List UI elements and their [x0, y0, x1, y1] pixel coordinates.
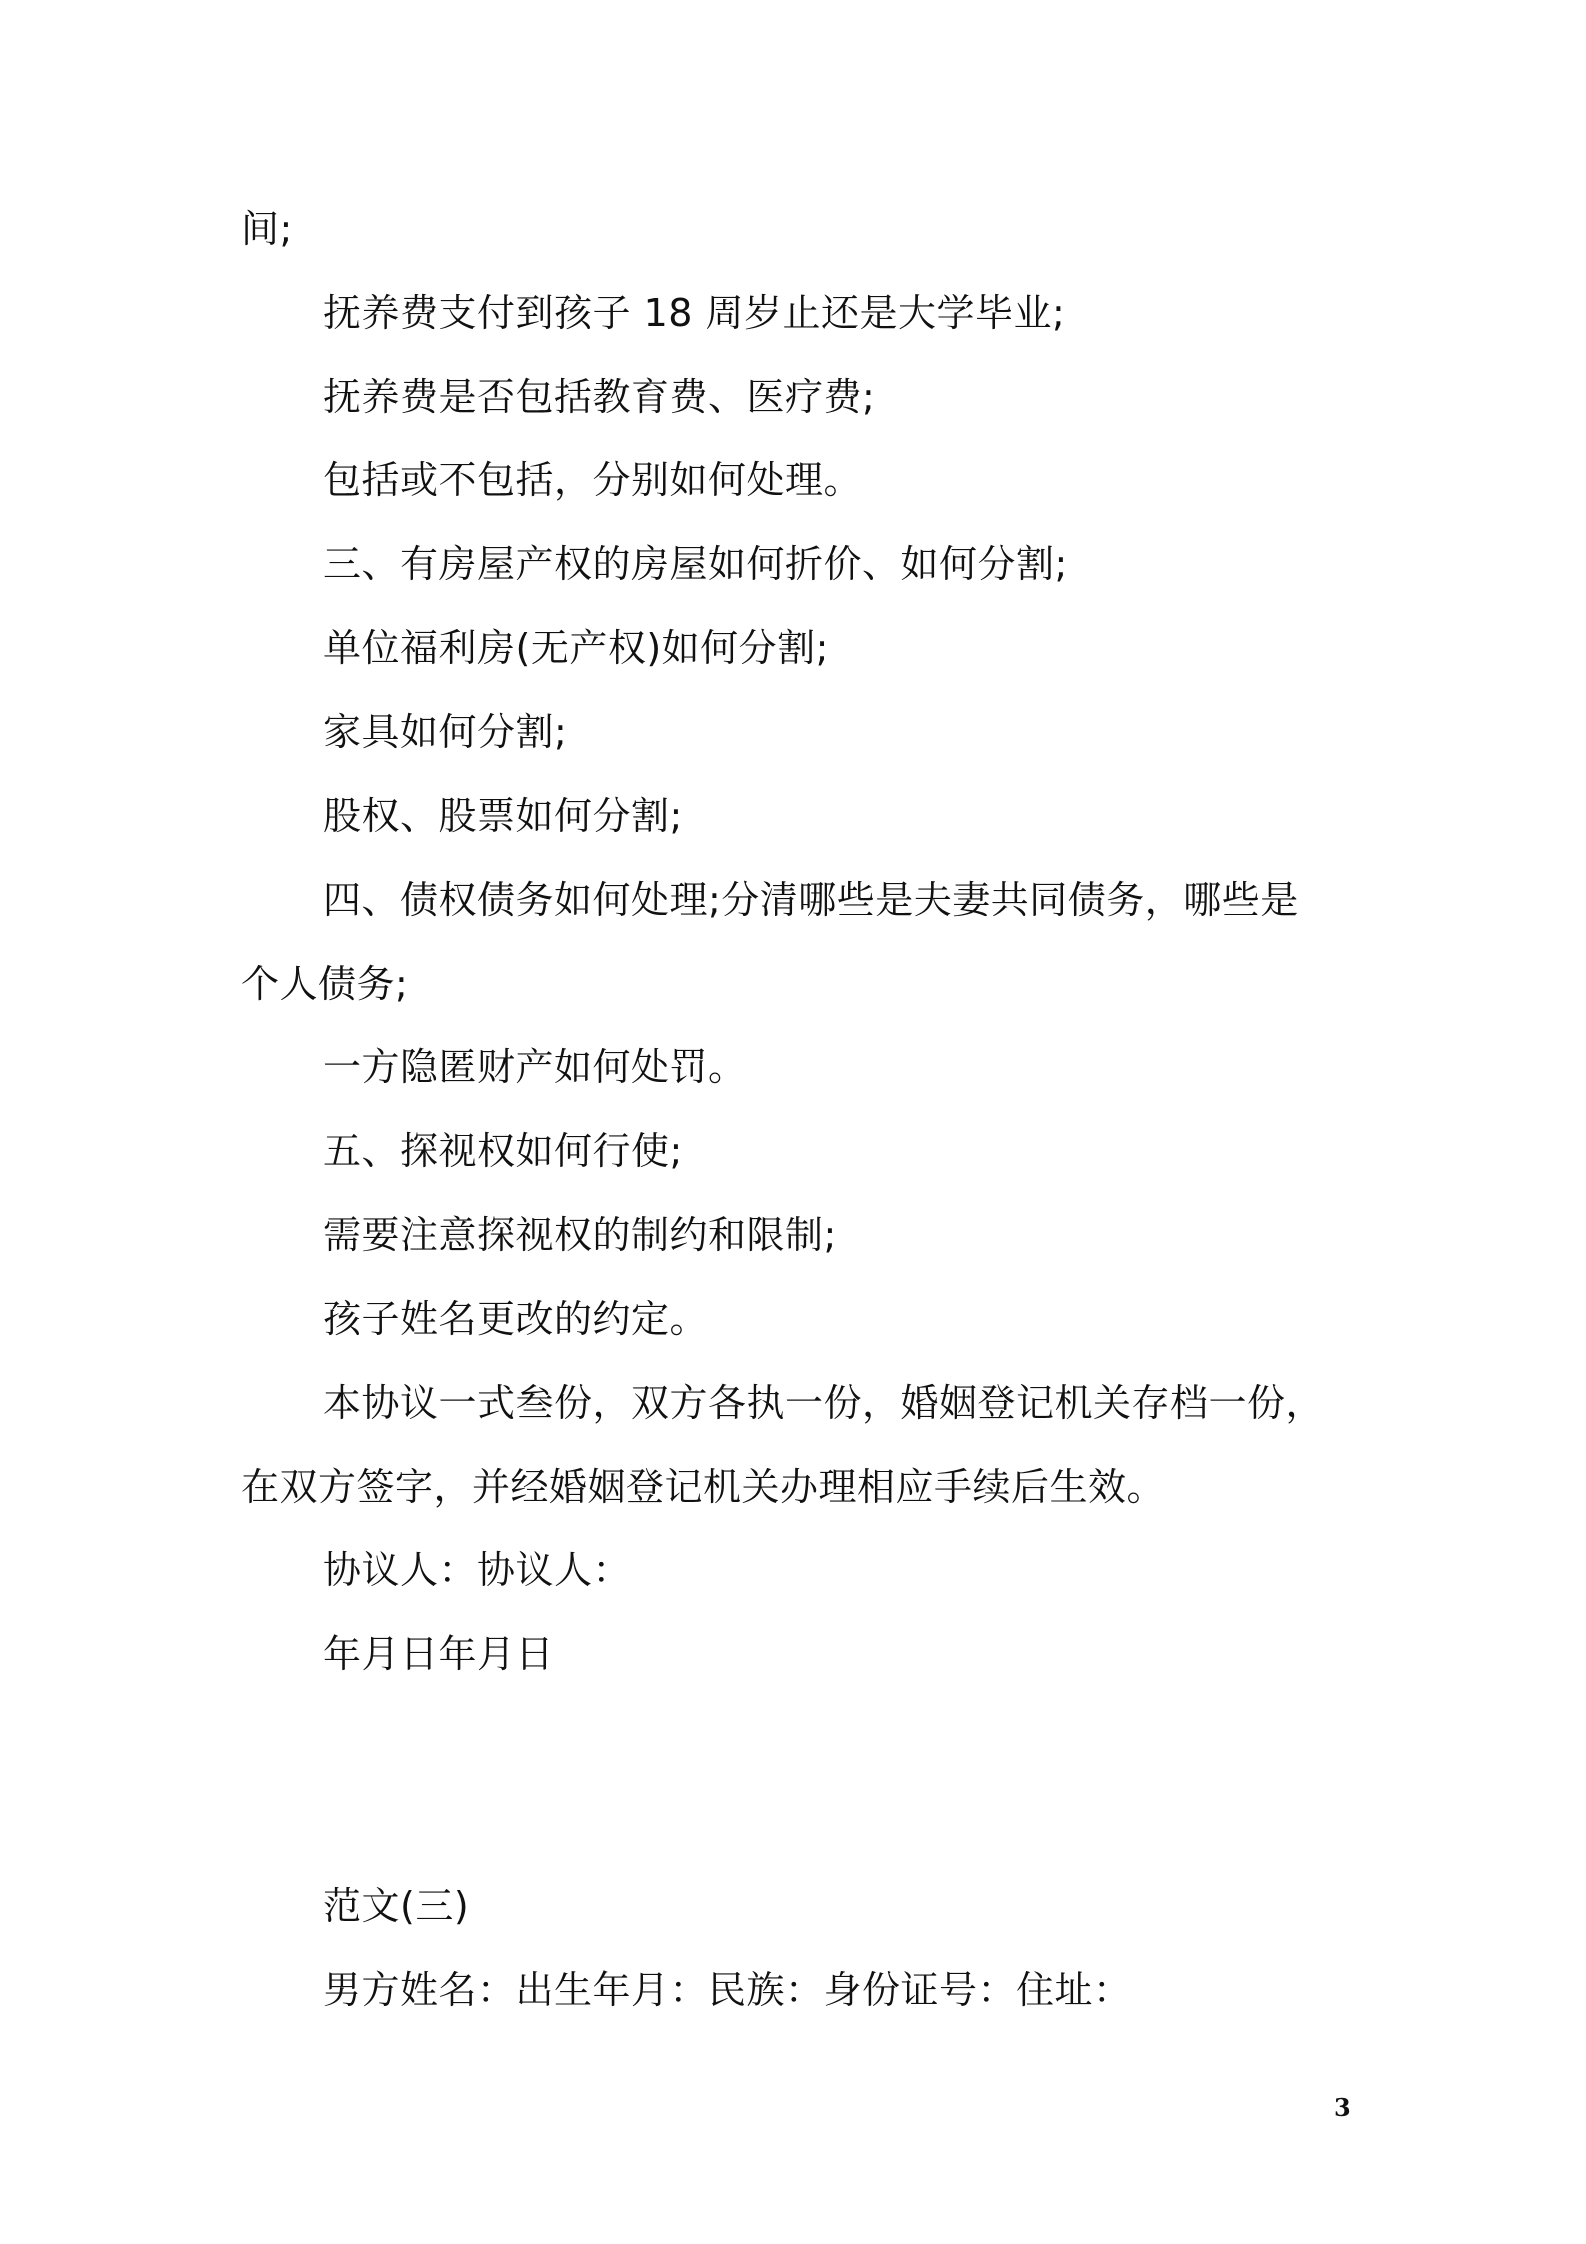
text-line: 孩子姓名更改的约定。: [323, 1297, 709, 1341]
page-number: 3: [1334, 2093, 1351, 2122]
text-line: 一方隐匿财产如何处罚。: [323, 1045, 747, 1089]
text-line: 需要注意探视权的制约和限制;: [323, 1213, 837, 1257]
text-line: 协议人：协议人：: [323, 1548, 632, 1592]
text-line: 五、探视权如何行使;: [323, 1129, 683, 1173]
text-line: 男方姓名：出生年月：民族：身份证号：住址：: [323, 1968, 1132, 2012]
text-line: 单位福利房(无产权)如何分割;: [323, 626, 829, 670]
section-heading: 范文(三): [323, 1884, 470, 1928]
text-line: 包括或不包括，分别如何处理。: [323, 458, 863, 502]
text-line: 股权、股票如何分割;: [323, 794, 683, 838]
text-line: 三、有房屋产权的房屋如何折价、如何分割;: [323, 542, 1068, 586]
text-line: 家具如何分割;: [323, 710, 568, 754]
text-line: 个人债务;: [241, 962, 409, 1006]
text-line: 年月日年月日: [323, 1632, 555, 1676]
text-line: 抚养费支付到孩子 18 周岁止还是大学毕业;: [323, 291, 1066, 335]
text-line: 抚养费是否包括教育费、医疗费;: [323, 375, 876, 419]
text-line: 本协议一式叁份，双方各执一份，婚姻登记机关存档一份，: [323, 1381, 1325, 1425]
text-line: 间;: [241, 207, 293, 251]
text-line: 在双方签字，并经婚姻登记机关办理相应手续后生效。: [241, 1465, 1166, 1509]
text-line: 四、债权债务如何处理;分清哪些是夫妻共同债务，哪些是: [323, 878, 1299, 922]
